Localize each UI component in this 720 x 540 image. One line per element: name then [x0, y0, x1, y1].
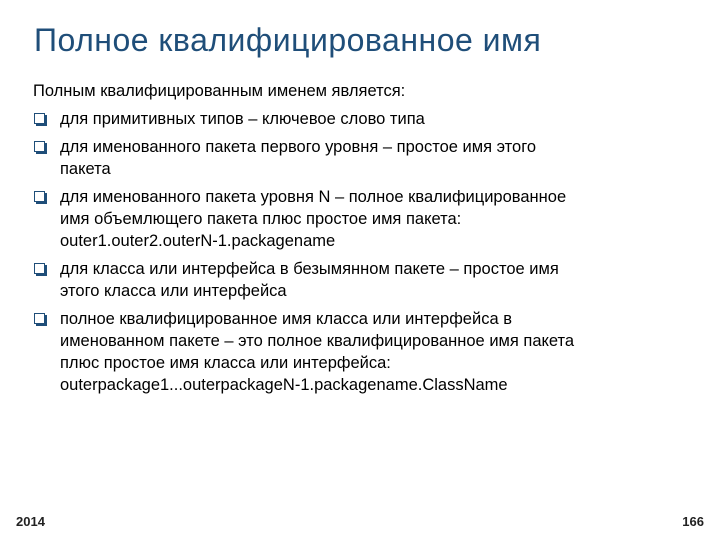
bullet-line: outerpackage1...outerpackageN-1.packagename.ClassName: [60, 376, 508, 394]
hollow-square-bullet-icon: [34, 191, 45, 202]
bullet-line: для именованного пакета первого уровня – простое имя этого: [60, 138, 537, 156]
hollow-square-bullet-icon: [34, 313, 45, 324]
bullet-item: [33, 108, 693, 130]
slide-title: Полное квалифицированное имя: [34, 22, 542, 58]
bullet-line: имя объемлющего пакета плюс простое имя пакета:: [60, 210, 462, 228]
bullet-line: именованном пакете – это полное квалифицированное имя пакета: [60, 332, 575, 350]
slide-content: [33, 80, 693, 402]
hollow-square-bullet-icon: [34, 113, 45, 124]
hollow-square-bullet-icon: [34, 141, 45, 152]
page-number: 166: [682, 514, 704, 529]
bullet-line: для класса или интерфейса в безымянном пакете – простое имя: [60, 260, 559, 278]
bullet-line: плюс простое имя класса или интерфейса:: [60, 354, 391, 372]
bullet-line: для примитивных типов – ключевое слово типа: [60, 110, 425, 128]
bullet-item: [33, 308, 693, 396]
bullet-line: этого класса или интерфейса: [60, 282, 287, 300]
bullet-line: для именованного пакета уровня N – полное квалифицированное: [60, 188, 567, 206]
intro-text: Полным квалифицированным именем является:: [33, 82, 406, 100]
bullet-line: пакета: [60, 160, 111, 178]
bullet-item: [33, 258, 693, 302]
bullet-list: [33, 108, 693, 396]
hollow-square-bullet-icon: [34, 263, 45, 274]
bullet-item: [33, 136, 693, 180]
footer-year: 2014: [16, 514, 45, 529]
bullet-line: полное квалифицированное имя класса или интерфейса в: [60, 310, 512, 328]
bullet-line: outer1.outer2.outerN-1.packagename: [60, 232, 336, 250]
bullet-item: [33, 186, 693, 252]
